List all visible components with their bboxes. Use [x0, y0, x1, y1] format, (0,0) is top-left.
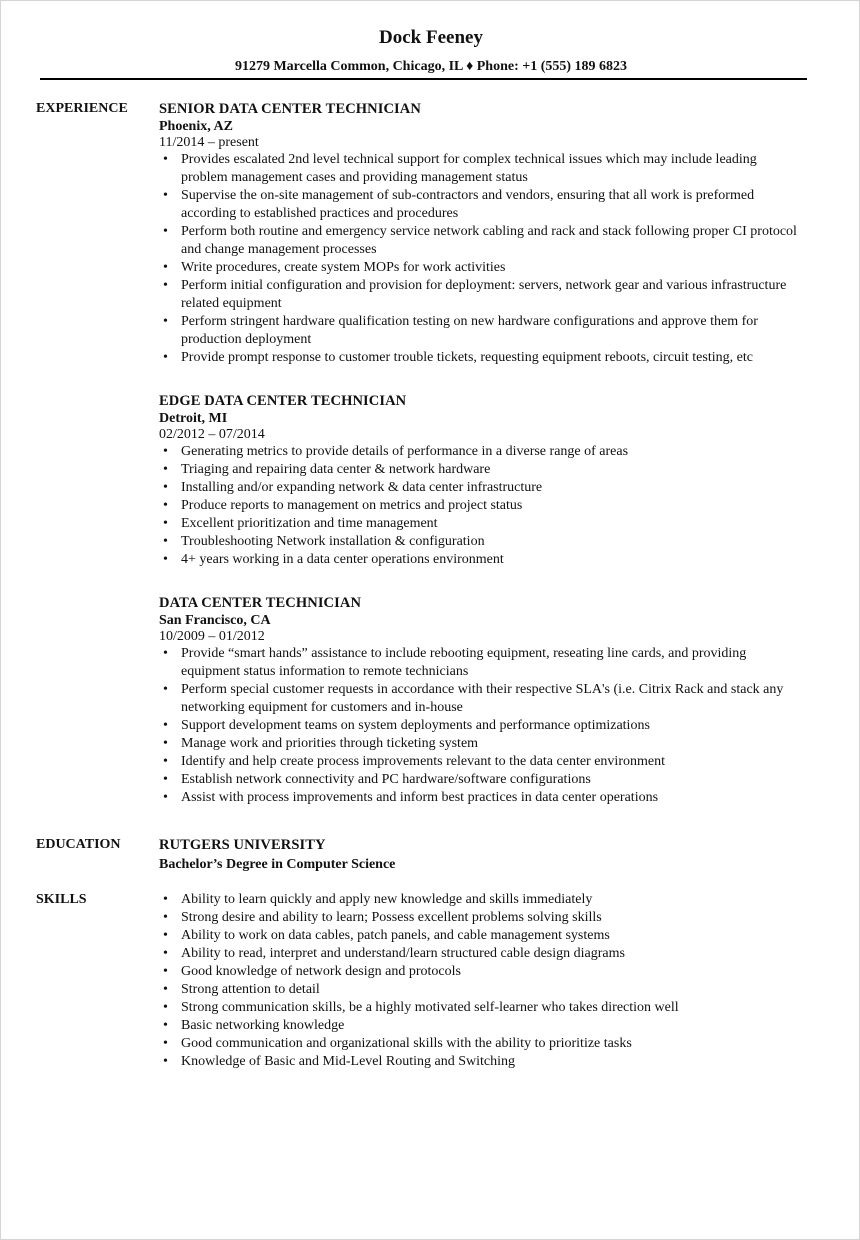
- education-body: [159, 836, 799, 873]
- contact-line: 91279 Marcella Common, Chicago, IL ♦ Phone: +1 (555) 189 6823: [234, 59, 628, 74]
- job-location: Detroit, MI: [159, 411, 228, 426]
- list-item: • Ability to work on data cables, patch panels, and cable management systems: [159, 927, 799, 945]
- list-item: • Write procedures, create system MOPs for work activities: [159, 259, 799, 277]
- list-item: • Triaging and repairing data center & network hardware: [159, 461, 799, 479]
- list-item: • Support development teams on system deployments and performance optimizations: [159, 717, 799, 735]
- skills-list: [159, 891, 799, 1071]
- list-item: • Supervise the on-site management of sub-contractors and vendors, ensuring that all work is preformed according to established practices and procedures: [159, 187, 799, 223]
- list-item: • Assist with process improvements and inform best practices in data center operations: [159, 789, 799, 807]
- section-label-skills: SKILLS: [36, 892, 87, 907]
- list-item: • Strong desire and ability to learn; Possess excellent problems solving skills: [159, 909, 799, 927]
- list-item: • Perform special customer requests in accordance with their respective SLA's (i.e. Citrix Rack and stack any networking equipment for customers and in-house: [159, 681, 799, 717]
- school-name: RUTGERS UNIVERSITY: [159, 837, 326, 853]
- list-item: • Ability to read, interpret and understand/learn structured cable design diagrams: [159, 945, 799, 963]
- job-bullet-list: [159, 151, 799, 367]
- list-item: • 4+ years working in a data center operations environment: [159, 551, 799, 569]
- resume-header: [1, 27, 860, 75]
- section-label-experience: EXPERIENCE: [36, 101, 128, 116]
- job-dates: 02/2012 – 07/2014: [159, 427, 265, 442]
- list-item: • Good knowledge of network design and protocols: [159, 963, 799, 981]
- list-item: • Troubleshooting Network installation & configuration: [159, 533, 799, 551]
- job-title: EDGE DATA CENTER TECHNICIAN: [159, 393, 407, 409]
- job-entry: [159, 100, 799, 367]
- candidate-name: Dock Feeney: [379, 27, 483, 48]
- list-item: • Installing and/or expanding network & data center infrastructure: [159, 479, 799, 497]
- list-item: • Establish network connectivity and PC hardware/software configurations: [159, 771, 799, 789]
- list-item: • Generating metrics to provide details of performance in a diverse range of areas: [159, 443, 799, 461]
- list-item: • Excellent prioritization and time management: [159, 515, 799, 533]
- list-item: • Basic networking knowledge: [159, 1017, 799, 1035]
- job-dates: 10/2009 – 01/2012: [159, 629, 265, 644]
- list-item: • Provides escalated 2nd level technical support for complex technical issues which may include leading problem management cases and providing management status: [159, 151, 799, 187]
- header-divider: [40, 78, 807, 80]
- list-item: • Identify and help create process improvements relevant to the data center environment: [159, 753, 799, 771]
- list-item: • Strong attention to detail: [159, 981, 799, 999]
- job-location: San Francisco, CA: [159, 613, 271, 628]
- job-dates: 11/2014 – present: [159, 135, 259, 150]
- list-item: • Strong communication skills, be a highly motivated self-learner who takes direction well: [159, 999, 799, 1017]
- list-item: • Provide “smart hands” assistance to include rebooting equipment, reseating line cards, and providing equipment status information to remote technicians: [159, 645, 799, 681]
- list-item: • Knowledge of Basic and Mid-Level Routing and Switching: [159, 1053, 799, 1071]
- list-item: • Manage work and priorities through ticketing system: [159, 735, 799, 753]
- list-item: • Perform initial configuration and provision for deployment: servers, network gear and various infrastructure related equipment: [159, 277, 799, 313]
- job-bullet-list: [159, 645, 799, 807]
- job-bullet-list: [159, 443, 799, 569]
- job-title: DATA CENTER TECHNICIAN: [159, 595, 362, 611]
- list-item: • Provide prompt response to customer trouble tickets, requesting equipment reboots, circuit testing, etc: [159, 349, 799, 367]
- job-title: SENIOR DATA CENTER TECHNICIAN: [159, 101, 421, 117]
- degree: Bachelor’s Degree in Computer Science: [159, 857, 396, 872]
- list-item: • Ability to learn quickly and apply new knowledge and skills immediately: [159, 891, 799, 909]
- job-location: Phoenix, AZ: [159, 119, 233, 134]
- list-item: • Good communication and organizational skills with the ability to prioritize tasks: [159, 1035, 799, 1053]
- section-label-education: EDUCATION: [36, 837, 121, 852]
- job-entry: [159, 392, 799, 569]
- skills-body: [159, 891, 799, 1071]
- list-item: • Produce reports to management on metrics and project status: [159, 497, 799, 515]
- list-item: • Perform stringent hardware qualification testing on new hardware configurations and approve them for production deployment: [159, 313, 799, 349]
- job-entry: [159, 594, 799, 807]
- list-item: • Perform both routine and emergency service network cabling and rack and stack following proper CI protocol and change management processes: [159, 223, 799, 259]
